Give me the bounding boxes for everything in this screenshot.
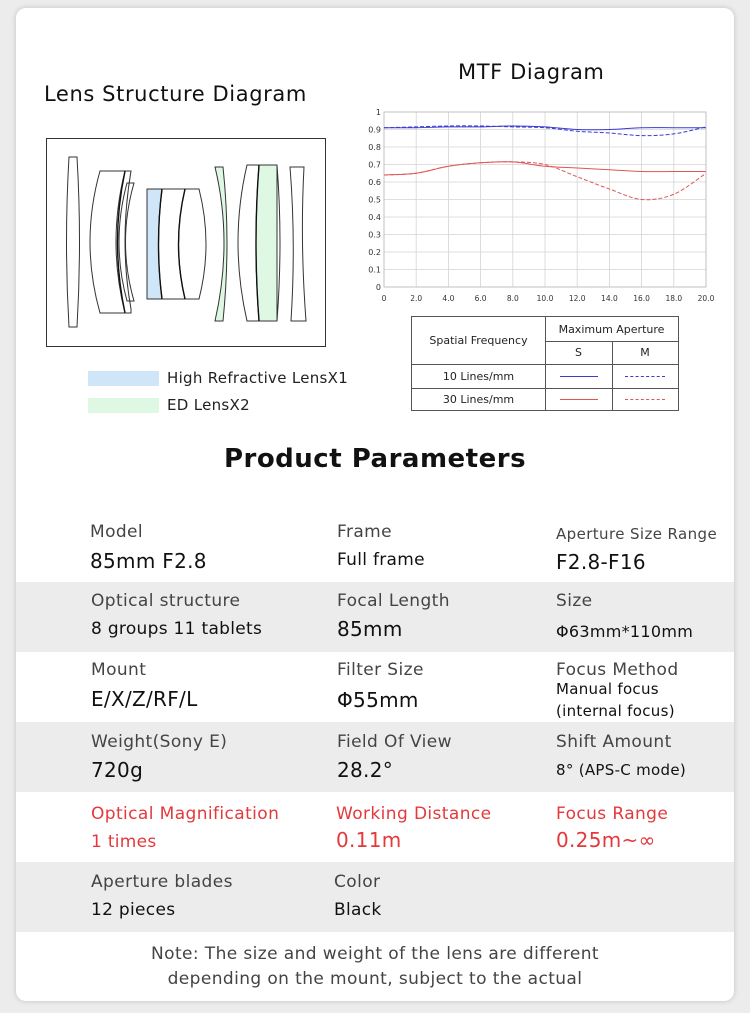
table-col-m: M [640, 346, 650, 359]
param-value: 0.25m~∞ [556, 828, 656, 852]
legend-high-refractive [88, 369, 348, 387]
param-value: Manual focus [556, 680, 659, 698]
param-label: Aperture blades [91, 872, 233, 892]
swatch-10-m [625, 376, 665, 377]
legend-swatch-blue [88, 371, 159, 386]
param-value: 12 pieces [91, 900, 176, 920]
param-value: Φ63mm*110mm [556, 622, 694, 641]
param-value: Black [334, 900, 382, 920]
x-tick-label: 10.0 [536, 294, 554, 303]
param-label: Size [556, 591, 593, 611]
table-header-aperture: Maximum Aperture [558, 322, 665, 336]
swatch-10-s [560, 376, 598, 377]
mtf-legend-table [411, 316, 679, 411]
footnote [0, 942, 750, 992]
x-tick-label: 12.0 [568, 294, 586, 303]
y-tick-label: 0.6 [368, 178, 381, 187]
table-row-30: 30 Lines/mm [442, 393, 515, 406]
param-label: Model [90, 522, 144, 542]
x-tick-label: 6.0 [474, 294, 487, 303]
param-value: 85mm F2.8 [90, 549, 207, 573]
y-tick-label: 0 [375, 283, 381, 292]
swatch-30-s [560, 399, 598, 400]
param-value: 720g [91, 758, 144, 782]
mtf-chart [362, 100, 718, 310]
x-tick-label: 4.0 [442, 294, 455, 303]
table-col-s: S [575, 346, 582, 359]
x-tick-label: 16.0 [633, 294, 650, 303]
y-tick-label: 0.4 [368, 213, 381, 222]
param-value: F2.8-F16 [556, 550, 646, 574]
x-tick-label: 14.0 [601, 294, 618, 303]
params-title: Product Parameters [223, 444, 527, 474]
param-label: Weight(Sony E) [91, 732, 228, 752]
y-tick-label: 0.5 [368, 195, 381, 205]
param-label: Working Distance [336, 804, 492, 824]
swatch-30-m [625, 399, 665, 400]
param-label: Color [334, 872, 381, 892]
x-tick-label: 0 [381, 294, 387, 303]
param-label: Focal Length [337, 591, 450, 611]
lens-structure-title: Lens Structure Diagram [44, 82, 307, 106]
param-row [16, 862, 734, 932]
x-tick-label: 2.0 [410, 294, 423, 303]
param-label: Optical structure [91, 591, 241, 611]
legend-swatch-green [88, 398, 159, 413]
table-row-10: 10 Lines/mm [442, 369, 515, 383]
lens-elements-drawing [47, 139, 327, 348]
param-value: Full frame [337, 550, 425, 570]
param-value-secondary: (internal focus) [556, 702, 675, 720]
footnote-line-2: depending on the mount, subject to the actual [167, 969, 583, 989]
param-row [16, 792, 734, 862]
param-row [16, 582, 734, 652]
param-label: Optical Magnification [91, 804, 280, 824]
param-label: Field Of View [337, 732, 452, 752]
param-label: Shift Amount [556, 732, 672, 752]
param-label: Aperture Size Range [556, 525, 718, 543]
mtf-title: MTF Diagram [458, 60, 605, 84]
param-value: 1 times [91, 832, 157, 852]
param-value: Φ55mm [337, 688, 419, 712]
x-tick-label: 18.0 [665, 294, 683, 303]
legend-label: High Refractive LensX1 [167, 369, 349, 387]
x-tick-label: 8.0 [506, 294, 519, 303]
param-value: 8° (APS-C mode) [556, 761, 687, 779]
y-tick-label: 0.1 [368, 265, 381, 275]
param-value: 28.2° [337, 758, 394, 782]
param-value: 0.11m [336, 828, 402, 852]
y-tick-label: 1 [375, 108, 381, 117]
param-value: 8 groups 11 tablets [91, 619, 263, 639]
param-label: Focus Range [556, 804, 669, 824]
y-tick-label: 0.8 [368, 143, 381, 152]
lens-structure-diagram [46, 138, 326, 347]
x-tick-label: 20.0 [697, 294, 715, 303]
param-label: Filter Size [337, 660, 424, 680]
param-value: E/X/Z/RF/L [91, 687, 198, 711]
param-row [16, 512, 734, 582]
param-value: 85mm [337, 617, 403, 641]
y-tick-label: 0.2 [368, 248, 381, 257]
param-row [16, 652, 734, 722]
y-tick-label: 0.3 [368, 230, 381, 240]
param-label: Focus Method [556, 660, 679, 680]
footnote-line-1: Note: The size and weight of the lens are different [151, 944, 599, 964]
param-label: Frame [337, 522, 392, 542]
param-label: Mount [91, 660, 147, 680]
y-tick-label: 0.9 [368, 125, 381, 135]
legend-label: ED LensX2 [167, 396, 250, 414]
table-header-spatial: Spatial Frequency [429, 334, 528, 347]
legend-ed-lens [88, 396, 250, 414]
param-row [16, 722, 734, 792]
mtf-chart-svg [362, 100, 718, 310]
y-tick-label: 0.7 [368, 160, 381, 170]
